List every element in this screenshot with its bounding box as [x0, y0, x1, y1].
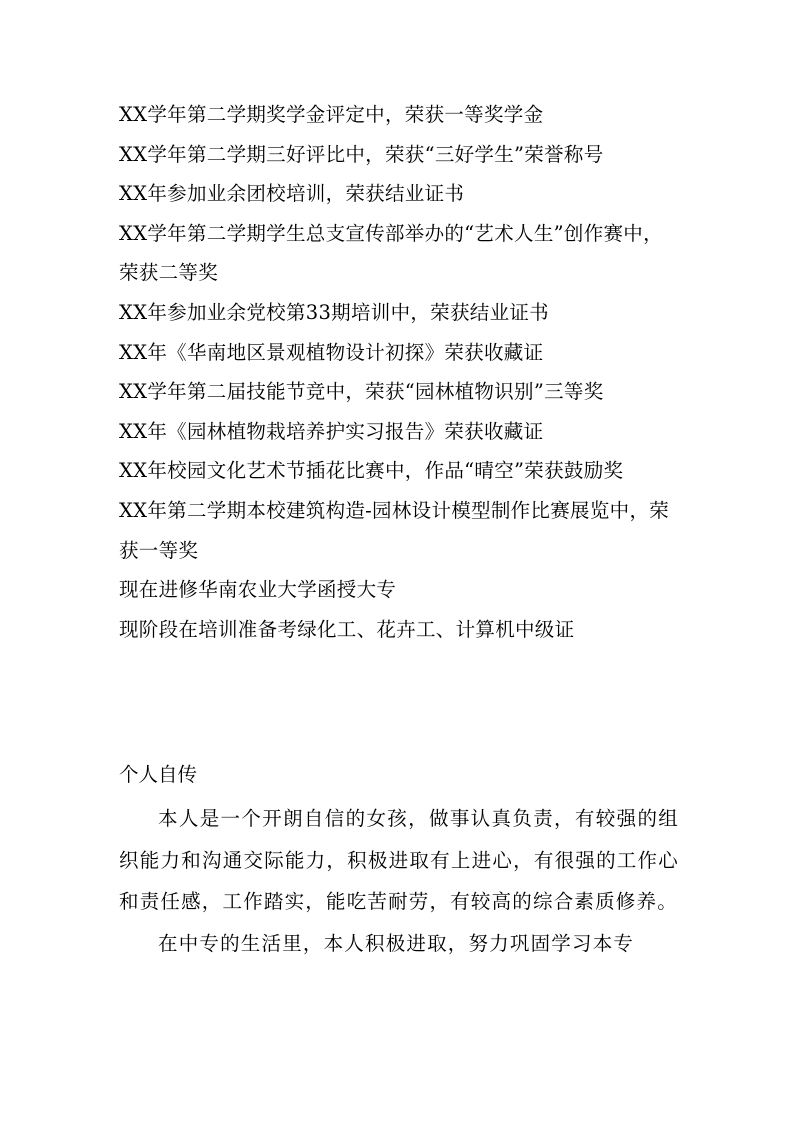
award-item: XX年校园文化艺术节插花比赛中，作品“晴空”荣获鼓励奖: [119, 459, 624, 483]
bio-paragraph: 在中专的生活里，本人积极进取，努力巩固学习本专: [158, 931, 635, 955]
award-item: XX学年第二学期奖学金评定中，荣获一等奖学金: [119, 103, 544, 126]
award-item: XX学年第二届技能节竞中，荣获“园林植物识别”三等奖: [119, 380, 604, 404]
award-item: XX年参加业余团校培训，荣获结业证书: [119, 182, 465, 206]
award-item: XX年第二学期本校建筑构造-园林设计模型制作比赛展览中，荣获一等奖: [119, 498, 670, 562]
award-item: 现阶段在培训准备考绿化工、花卉工、计算机中级证: [119, 617, 575, 641]
award-item: XX年参加业余党校第33期培训中，荣获结业证书: [119, 300, 549, 324]
bio-body: [119, 798, 679, 964]
award-item: 现在进修华南农业大学函授大专: [119, 578, 397, 602]
bio-paragraph: 本人是一个开朗自信的女孩，做事认真负责，有较强的组织能力和沟通交际能力，积极进取有上进心，有很强的工作心和责任感，工作踏实，能吃苦耐劳，有较高的综合素质修养。: [119, 807, 679, 913]
award-item: XX年《园林植物栽培养护实习报告》荣获收藏证: [119, 419, 544, 443]
award-item: XX年《华南地区景观植物设计初探》荣获收藏证: [119, 340, 544, 364]
awards-list: [119, 95, 689, 649]
section-heading: 个人自传: [119, 763, 198, 786]
award-item: XX学年第二学期三好评比中，荣获“三好学生”荣誉称号: [119, 142, 604, 166]
award-item: XX学年第二学期学生总支宣传部举办的“艺术人生”创作赛中，荣获二等奖: [119, 221, 663, 285]
